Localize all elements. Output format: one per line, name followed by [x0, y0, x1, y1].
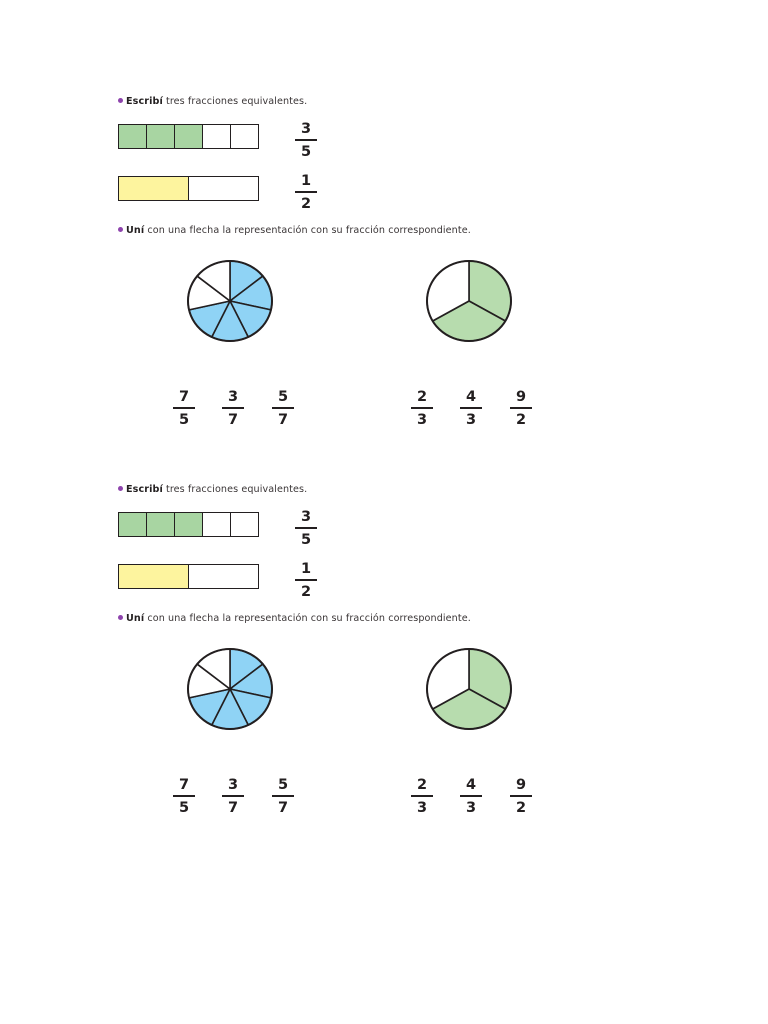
- fraction-denominator: 2: [300, 583, 312, 600]
- instruction-keyword: Uní: [126, 225, 145, 236]
- pie-sevenths: [185, 646, 275, 732]
- fraction-numerator: 7: [178, 389, 190, 405]
- instruction-match-fractions: [118, 613, 471, 624]
- fraction-denominator: 2: [515, 799, 527, 816]
- fraction-denominator: 7: [227, 799, 239, 816]
- bar-cell: [174, 513, 202, 536]
- fraction-numerator: 4: [465, 777, 477, 793]
- fraction-numerator: 5: [277, 777, 289, 793]
- instruction-text: con una flecha la representación con su fracción correspondiente.: [144, 613, 471, 624]
- worksheet-block: [0, 472, 768, 832]
- pie-thirds: [424, 258, 514, 344]
- fraction-line: [510, 407, 532, 409]
- bar-cell: [230, 513, 258, 536]
- fraction-denominator: 2: [300, 195, 312, 212]
- fraction-numerator: 9: [515, 777, 527, 793]
- bar-model-fifths: [118, 512, 259, 537]
- instruction-keyword: Uní: [126, 613, 145, 624]
- fraction-line: [295, 139, 317, 141]
- bar-cell: [146, 513, 174, 536]
- fraction-denominator: 7: [227, 411, 239, 428]
- fraction-numerator: 3: [300, 121, 312, 137]
- bar-cell: [119, 177, 188, 200]
- fraction-option: [167, 388, 201, 429]
- bar-cell: [202, 513, 230, 536]
- fraction-option: [454, 776, 488, 817]
- instruction-text: tres fracciones equivalentes.: [162, 484, 308, 495]
- pie-thirds: [424, 646, 514, 732]
- fraction-option: [504, 388, 538, 429]
- fraction-bar-1: [289, 120, 323, 161]
- fraction-numerator: 1: [300, 173, 312, 189]
- fraction-line: [460, 407, 482, 409]
- fraction-line: [222, 795, 244, 797]
- fraction-line: [510, 795, 532, 797]
- fraction-line: [272, 407, 294, 409]
- bar-cell: [119, 125, 146, 148]
- fraction-option: [405, 776, 439, 817]
- fraction-line: [272, 795, 294, 797]
- fraction-line: [295, 191, 317, 193]
- fraction-denominator: 3: [465, 799, 477, 816]
- bar-cell: [230, 125, 258, 148]
- fraction-numerator: 5: [277, 389, 289, 405]
- fraction-bar-2: [289, 560, 323, 601]
- fraction-option: [266, 776, 300, 817]
- instruction-equivalent-fractions: [118, 484, 307, 495]
- fraction-bar-2: [289, 172, 323, 213]
- fraction-denominator: 7: [277, 411, 289, 428]
- fraction-denominator: 5: [300, 143, 312, 160]
- bar-cell: [174, 125, 202, 148]
- bar-cell: [119, 513, 146, 536]
- bar-cell: [188, 565, 258, 588]
- fraction-option: [216, 388, 250, 429]
- bullet-icon: [118, 98, 123, 103]
- instruction-text: tres fracciones equivalentes.: [162, 96, 308, 107]
- bar-model-halves: [118, 176, 259, 201]
- bullet-icon: [118, 615, 123, 620]
- fraction-numerator: 4: [465, 389, 477, 405]
- instruction-equivalent-fractions: [118, 96, 307, 107]
- fraction-option: [266, 388, 300, 429]
- fraction-numerator: 2: [416, 777, 428, 793]
- fraction-numerator: 3: [227, 777, 239, 793]
- fraction-numerator: 3: [300, 509, 312, 525]
- fraction-denominator: 5: [300, 531, 312, 548]
- fraction-option: [504, 776, 538, 817]
- bar-cell: [202, 125, 230, 148]
- bullet-icon: [118, 227, 123, 232]
- instruction-keyword: Escribí: [126, 96, 163, 107]
- pie-sevenths: [185, 258, 275, 344]
- bar-cell: [188, 177, 258, 200]
- fraction-numerator: 1: [300, 561, 312, 577]
- fraction-denominator: 3: [416, 411, 428, 428]
- fraction-line: [173, 795, 195, 797]
- fraction-numerator: 9: [515, 389, 527, 405]
- fraction-line: [295, 527, 317, 529]
- fraction-denominator: 3: [465, 411, 477, 428]
- fraction-line: [411, 795, 433, 797]
- fraction-line: [173, 407, 195, 409]
- fraction-denominator: 2: [515, 411, 527, 428]
- bar-model-halves: [118, 564, 259, 589]
- bullet-icon: [118, 486, 123, 491]
- fraction-option: [167, 776, 201, 817]
- bar-cell: [146, 125, 174, 148]
- fraction-numerator: 2: [416, 389, 428, 405]
- fraction-denominator: 5: [178, 799, 190, 816]
- instruction-text: con una flecha la representación con su fracción correspondiente.: [144, 225, 471, 236]
- fraction-denominator: 7: [277, 799, 289, 816]
- fraction-option: [454, 388, 488, 429]
- fraction-numerator: 7: [178, 777, 190, 793]
- fraction-line: [411, 407, 433, 409]
- worksheet-block: [0, 84, 768, 444]
- fraction-line: [295, 579, 317, 581]
- fraction-denominator: 5: [178, 411, 190, 428]
- fraction-denominator: 3: [416, 799, 428, 816]
- instruction-match-fractions: [118, 225, 471, 236]
- bar-model-fifths: [118, 124, 259, 149]
- fraction-option: [216, 776, 250, 817]
- fraction-line: [222, 407, 244, 409]
- instruction-keyword: Escribí: [126, 484, 163, 495]
- bar-cell: [119, 565, 188, 588]
- fraction-bar-1: [289, 508, 323, 549]
- fraction-option: [405, 388, 439, 429]
- fraction-numerator: 3: [227, 389, 239, 405]
- fraction-line: [460, 795, 482, 797]
